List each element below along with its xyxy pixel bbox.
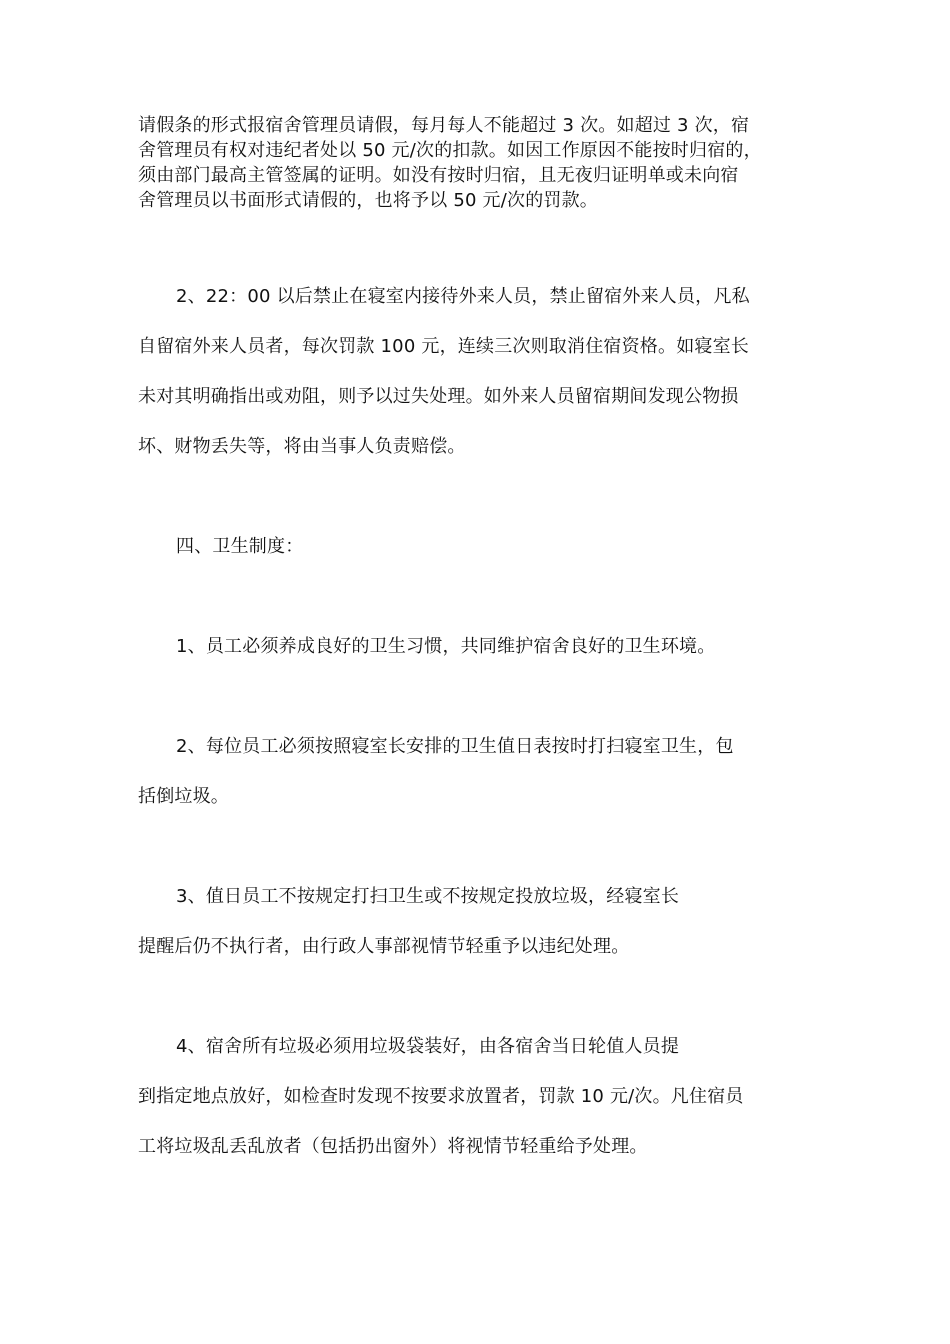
text-line: 自留宿外来人员者，每次罚款 100 元，连续三次则取消住宿资格。如寝室长 — [138, 336, 749, 357]
text-line: 1、员工必须养成良好的卫生习惯，共同维护宿舍良好的卫生环境。 — [176, 636, 716, 657]
text-line: 坏、财物丢失等，将由当事人负责赔偿。 — [138, 436, 466, 457]
paragraph-hygiene-1 — [138, 622, 812, 672]
text-line: 2、22：00 以后禁止在寝室内接待外来人员，禁止留宿外来人员，凡私 — [176, 286, 750, 307]
text-line: 3、值日员工不按规定打扫卫生或不按规定投放垃圾，经寝室长 — [176, 886, 680, 907]
text-line: 舍管理员以书面形式请假的，也将予以 50 元/次的罚款。 — [138, 190, 599, 211]
paragraph-hygiene-4 — [138, 1022, 812, 1172]
section-heading: 四、卫生制度： — [176, 536, 304, 557]
paragraph-hygiene-2 — [138, 722, 812, 822]
text-line: 舍管理员有权对违纪者处以 50 元/次的扣款。如因工作原因不能按时归宿的， — [138, 140, 762, 161]
text-line: 提醒后仍不执行者，由行政人事部视情节轻重予以违纪处理。 — [138, 936, 630, 957]
text-line: 到指定地点放好，如检查时发现不按要求放置者，罚款 10 元/次。凡住宿员 — [138, 1086, 744, 1107]
text-line: 须由部门最高主管签属的证明。如没有按时归宿，且无夜归证明单或未向宿 — [138, 165, 739, 186]
paragraph-leave-rules — [138, 113, 812, 213]
section-heading-hygiene — [138, 522, 812, 572]
text-line: 未对其明确指出或劝阻，则予以过失处理。如外来人员留宿期间发现公物损 — [138, 386, 739, 407]
paragraph-visitor-rules — [138, 272, 812, 472]
paragraph-hygiene-3 — [138, 872, 812, 972]
text-line: 请假条的形式报宿舍管理员请假，每月每人不能超过 3 次。如超过 3 次，宿 — [138, 115, 750, 136]
text-line: 2、每位员工必须按照寝室长安排的卫生值日表按时打扫寝室卫生，包 — [176, 736, 734, 757]
text-line: 括倒垃圾。 — [138, 786, 229, 807]
text-line: 工将垃圾乱丢乱放者（包括扔出窗外）将视情节轻重给予处理。 — [138, 1136, 648, 1157]
text-line: 4、宿舍所有垃圾必须用垃圾袋装好，由各宿舍当日轮值人员提 — [176, 1036, 680, 1057]
